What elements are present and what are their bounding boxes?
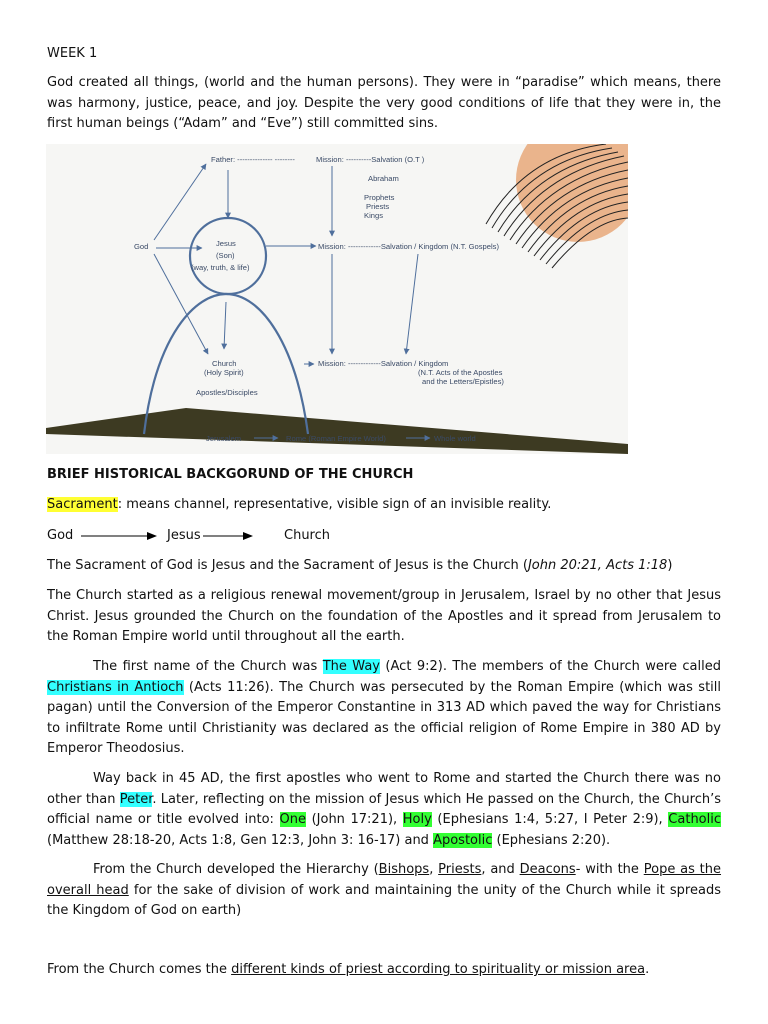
diagram-church-label: Church (212, 359, 237, 368)
sacrament-flow (47, 526, 447, 546)
diagram-jerusalem: Jerusalem (206, 434, 242, 443)
diagram-mission-acts: Mission: -------------Salvation / Kingdom (318, 359, 449, 368)
diagram-ot-item: Priests (366, 202, 390, 211)
diagram-ot-item: Kings (364, 211, 383, 220)
highlight-peter: Peter (119, 791, 153, 807)
diagram-father-label: Father: -------------- -------- (211, 155, 295, 164)
diagram-jesus-label: Jesus (216, 239, 236, 248)
church-mission-diagram (46, 144, 628, 454)
week-label: WEEK 1 (47, 46, 98, 61)
diagram-ot-item: Abraham (368, 174, 399, 183)
sacrament-term: Sacrament (47, 497, 118, 512)
priest-kinds-line: From the Church comes the different kinds of priest according to spirituality or mission area. (47, 962, 650, 977)
flow-church: Church (284, 528, 331, 543)
flow-jesus: Jesus (167, 528, 201, 543)
flow-arrow-icon (81, 529, 157, 543)
highlight-one: One (279, 812, 306, 827)
church-started-paragraph: The Church started as a religious renewal movement/group in Jerusalem, Israel by no other that Jesus Christ. Jesus grounded the Church on the foundation of the Apostles and it spread from Jerusalem to the Roman Empire world until throughout all the earth. (47, 588, 721, 644)
highlight-apostolic: Apostolic (433, 832, 493, 848)
diagram-whole-world: Whole world (434, 434, 476, 443)
diagram-church-sub: Apostles/Disciples (196, 388, 258, 397)
sacrament-line: The Sacrament of God is Jesus and the Sacrament of Jesus is the Church (John 20:21, Acts 1:18) (47, 558, 673, 573)
intro-paragraph: God created all things, (world and the human persons). They were in “paradise” which means, there was harmony, justice, peace, and joy. Despite the very good conditions of life that they were in, the first human beings (“Adam” and “Eve”) still committed sins. (47, 75, 721, 131)
highlight-the-way: The Way (322, 659, 380, 674)
diagram-jesus-sub: (Son) (216, 251, 235, 260)
diagram-rome: Rome (Roman Empire World) (286, 434, 386, 443)
diagram-nt-acts: and the Letters/Epistles) (422, 377, 504, 386)
sacrament-definition: Sacrament: means channel, representative, visible sign of an invisible reality. (47, 497, 552, 512)
diagram-ot-item: Prophets (364, 193, 395, 202)
diagram-mission-ot: Mission: ----------Salvation (O.T ) (316, 155, 425, 164)
diagram-god-label: God (134, 242, 149, 251)
flow-god: God (47, 528, 74, 543)
diagram-nt-acts: (N.T. Acts of the Apostles (418, 368, 503, 377)
diagram-jesus-sub: (way, truth, & life) (191, 263, 250, 272)
diagram-church-sub: (Holy Spirit) (204, 368, 244, 377)
diagram-mission-nt: Mission: -------------Salvation / Kingdom (N.T. Gospels) (318, 242, 500, 251)
highlight-holy: Holy (402, 812, 432, 827)
peter-paragraph: Way back in 45 AD, the first apostles who went to Rome and started the Church there was no other than Peter. Later, reflecting on the mission of Jesus which He passed on the Church, the Church’s official name or title evolved into: One (John 17:21), Holy (Ephesians 1:4, 5:27, I Peter 2:9), Catholic (Matthew 28:18-20, Acts 1:8, Gen 12:3, John 3: 16-17) and Apostolic (Ephesians 2:20). (47, 771, 722, 848)
highlight-christians-antioch: Christians in Antioch (47, 679, 184, 695)
highlight-catholic: Catholic (668, 812, 722, 827)
hierarchy-paragraph: From the Church developed the Hierarchy (Bishops, Priests, and Deacons- with the Pope as the overall head for the sake of division of work and maintaining the unity of the Church while it spreads the Kingdom of God on earth) (47, 862, 722, 918)
flow-arrow-icon (203, 529, 253, 543)
section-heading: BRIEF HISTORICAL BACKGORUND OF THE CHURCH (47, 467, 414, 482)
church-name-paragraph: The first name of the Church was The Way (Act 9:2). The members of the Church were called Christians in Antioch (Acts 11:26). The Church was persecuted by the Roman Empire (which was still pagan) until the Conversion of the Emperor Constantine in 313 AD which paved the way for Christians to infiltrate Rome until Christianity was declared as the official religion of Rome Empire in 380 AD by Emperor Theodosius. (47, 659, 721, 756)
